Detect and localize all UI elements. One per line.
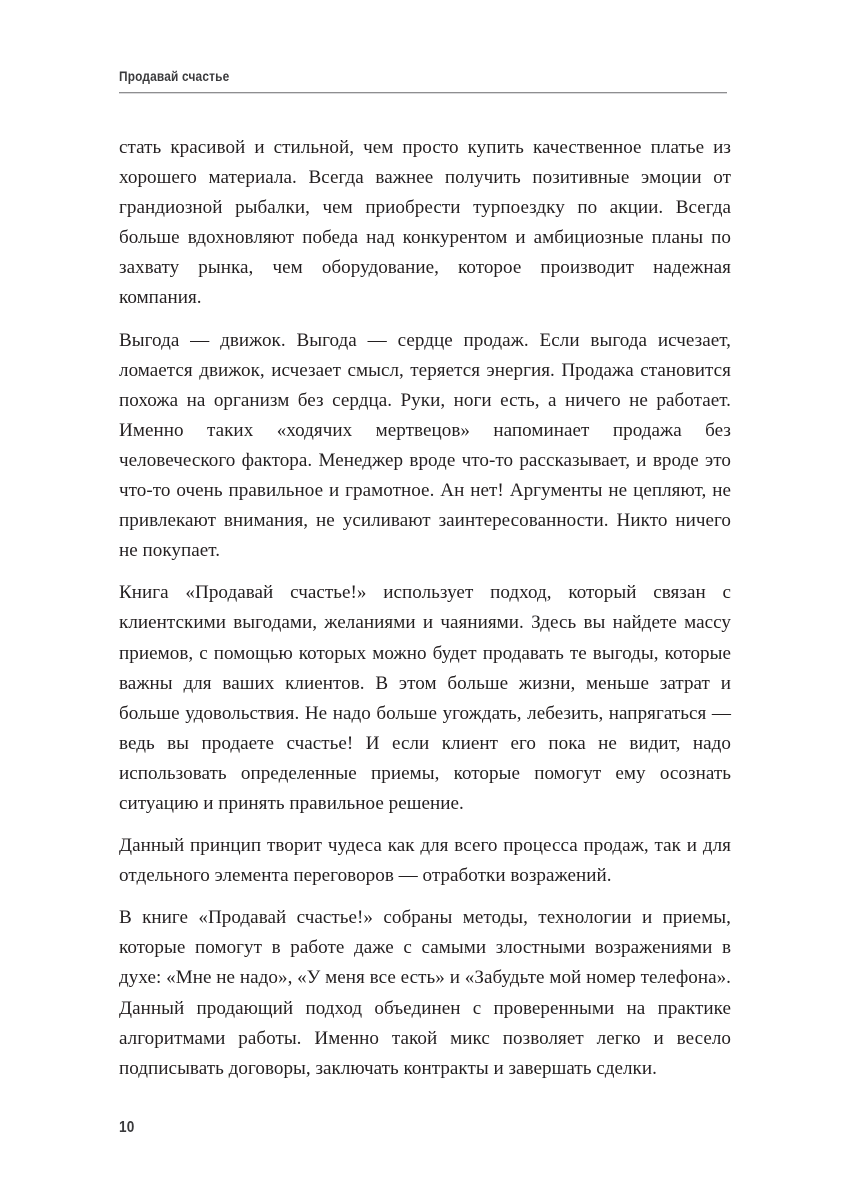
running-head <box>119 70 727 93</box>
paragraph: Выгода — движок. Выгода — сердце продаж. Если выгода исчезает, ломается движок, исчезает смысл, теряется энергия. Продажа становится похожа на организм без сердца. Руки, ноги есть, а ничего не работает. Именно таких «ходячих мертвецов» напоминает продажа без человеческого фактора. Менеджер вроде что-то рассказывает, и вроде это что-то очень правильное и грамотное. Ан нет! Аргументы не цепляют, не привлекают внимания, не усиливают заинтересованности. Никто ничего не покупает. <box>119 329 731 562</box>
paragraph: В книге «Продавай счастье!» собраны методы, технологии и приемы, которые помогут в работе даже с самыми злостными возражениями в духе: «Мне не надо», «У меня все есть» и «Забудьте мой номер телефона». Данный продающий подход объединен с проверенными на практике алгоритмами работы. Именно такой микс позволяет легко и весело подписывать договоры, заключать контракты и завершать сделки. <box>119 907 731 1079</box>
body-text-column <box>119 133 731 1084</box>
running-head-divider <box>119 92 727 93</box>
paragraph: Книга «Продавай счастье!» использует подход, который связан с клиентскими выгодами, желаниями и чаяниями. Здесь вы найдете массу приемов, с помощью которых можно будет продавать те выгоды, которые важны для ваших клиентов. В этом больше жизни, меньше затрат и больше удовольствия. Не надо больше угождать, лебезить, напрягаться — ведь вы продаете счастье! И если клиент его пока не видит, надо использовать определенные приемы, которые помогут ему осознать ситуацию и принять правильное решение. <box>119 582 731 814</box>
running-head-title: Продавай счастье <box>119 69 230 84</box>
page-number: 10 <box>119 1119 135 1136</box>
paragraph: стать красивой и стильной, чем просто купить качественное платье из хорошего материала. Всегда важнее получить позитивные эмоции от грандиозной рыбалки, чем приобрести турпоездку по акции. Всегда больше вдохновляют победа над конкурентом и амбициозные планы по захвату рынка, чем оборудование, которое производит надежная компания. <box>119 137 731 309</box>
paragraph: Данный принцип творит чудеса как для всего процесса продаж, так и для отдельного элемента переговоров — отработки возражений. <box>119 835 731 887</box>
